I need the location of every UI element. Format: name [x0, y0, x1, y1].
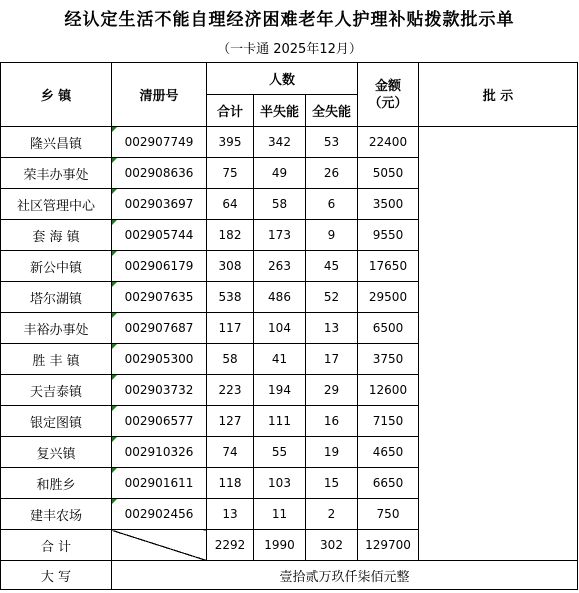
township-cell: 建丰农场 [1, 499, 112, 530]
list-no-cell: 002905300 [112, 344, 207, 375]
township-cell: 荣丰办事处 [1, 158, 112, 189]
header-amount: 金额（元） [358, 63, 419, 127]
header-list-no: 清册号 [112, 63, 207, 127]
capital-label: 大 写 [1, 561, 112, 590]
total-cell: 127 [207, 406, 254, 437]
full-disabled-cell: 15 [306, 468, 358, 499]
header-approval: 批 示 [419, 63, 578, 127]
full-disabled-cell: 26 [306, 158, 358, 189]
half-disabled-cell: 11 [254, 499, 306, 530]
township-cell: 塔尔湖镇 [1, 282, 112, 313]
header-full-disabled: 全失能 [306, 95, 358, 127]
amount-cell: 22400 [358, 127, 419, 158]
total-cell: 395 [207, 127, 254, 158]
total-cell: 538 [207, 282, 254, 313]
full-disabled-cell: 19 [306, 437, 358, 468]
half-disabled-cell: 173 [254, 220, 306, 251]
list-no-cell: 002906577 [112, 406, 207, 437]
township-cell: 和胜乡 [1, 468, 112, 499]
township-cell: 隆兴昌镇 [1, 127, 112, 158]
sum-amount: 129700 [358, 530, 419, 561]
half-disabled-cell: 104 [254, 313, 306, 344]
township-cell: 社区管理中心 [1, 189, 112, 220]
total-cell: 74 [207, 437, 254, 468]
amount-cell: 6500 [358, 313, 419, 344]
township-cell: 银定图镇 [1, 406, 112, 437]
list-no-cell: 002908636 [112, 158, 207, 189]
full-disabled-cell: 17 [306, 344, 358, 375]
half-disabled-cell: 41 [254, 344, 306, 375]
total-cell: 13 [207, 499, 254, 530]
header-people: 人数 [207, 63, 358, 95]
document-subtitle: （一卡通 2025年12月） [217, 42, 362, 57]
total-cell: 118 [207, 468, 254, 499]
total-cell: 182 [207, 220, 254, 251]
subsidy-table [0, 62, 578, 590]
total-cell: 75 [207, 158, 254, 189]
list-no-cell: 002903732 [112, 375, 207, 406]
document-title: 经认定生活不能自理经济困难老年人护理补贴拨款批示单 [64, 10, 515, 30]
total-cell: 117 [207, 313, 254, 344]
half-disabled-cell: 342 [254, 127, 306, 158]
total-cell: 64 [207, 189, 254, 220]
amount-cell: 4650 [358, 437, 419, 468]
full-disabled-cell: 29 [306, 375, 358, 406]
township-cell: 套 海 镇 [1, 220, 112, 251]
full-disabled-cell: 6 [306, 189, 358, 220]
capital-row [1, 561, 578, 590]
capital-amount-text: 壹拾贰万玖仟柒佰元整 [112, 561, 578, 590]
township-cell: 复兴镇 [1, 437, 112, 468]
list-no-cell: 002907749 [112, 127, 207, 158]
township-cell: 丰裕办事处 [1, 313, 112, 344]
full-disabled-cell: 16 [306, 406, 358, 437]
header-half-disabled: 半失能 [254, 95, 306, 127]
sum-half-disabled: 1990 [254, 530, 306, 561]
total-cell: 308 [207, 251, 254, 282]
amount-cell: 5050 [358, 158, 419, 189]
full-disabled-cell: 53 [306, 127, 358, 158]
half-disabled-cell: 263 [254, 251, 306, 282]
full-disabled-cell: 45 [306, 251, 358, 282]
sum-total: 2292 [207, 530, 254, 561]
list-no-cell: 002902456 [112, 499, 207, 530]
header-township: 乡 镇 [1, 63, 112, 127]
amount-cell: 7150 [358, 406, 419, 437]
list-no-cell: 002903697 [112, 189, 207, 220]
amount-cell: 12600 [358, 375, 419, 406]
half-disabled-cell: 103 [254, 468, 306, 499]
list-no-cell: 002907687 [112, 313, 207, 344]
amount-cell: 3500 [358, 189, 419, 220]
half-disabled-cell: 194 [254, 375, 306, 406]
full-disabled-cell: 9 [306, 220, 358, 251]
total-cell: 58 [207, 344, 254, 375]
half-disabled-cell: 111 [254, 406, 306, 437]
amount-cell: 750 [358, 499, 419, 530]
header-total: 合计 [207, 95, 254, 127]
half-disabled-cell: 58 [254, 189, 306, 220]
list-no-cell: 002907635 [112, 282, 207, 313]
township-cell: 胜 丰 镇 [1, 344, 112, 375]
full-disabled-cell: 2 [306, 499, 358, 530]
approval-area [419, 127, 578, 561]
list-no-cell: 002901611 [112, 468, 207, 499]
amount-cell: 6650 [358, 468, 419, 499]
sum-full-disabled: 302 [306, 530, 358, 561]
township-cell: 新公中镇 [1, 251, 112, 282]
total-cell: 223 [207, 375, 254, 406]
sum-label: 合 计 [1, 530, 112, 561]
amount-cell: 17650 [358, 251, 419, 282]
amount-cell: 9550 [358, 220, 419, 251]
list-no-cell: 002906179 [112, 251, 207, 282]
half-disabled-cell: 55 [254, 437, 306, 468]
full-disabled-cell: 13 [306, 313, 358, 344]
amount-cell: 29500 [358, 282, 419, 313]
diagonal-cell [112, 530, 207, 561]
list-no-cell: 002910326 [112, 437, 207, 468]
half-disabled-cell: 486 [254, 282, 306, 313]
table-row [1, 127, 578, 158]
full-disabled-cell: 52 [306, 282, 358, 313]
township-cell: 天吉泰镇 [1, 375, 112, 406]
half-disabled-cell: 49 [254, 158, 306, 189]
list-no-cell: 002905744 [112, 220, 207, 251]
amount-cell: 3750 [358, 344, 419, 375]
